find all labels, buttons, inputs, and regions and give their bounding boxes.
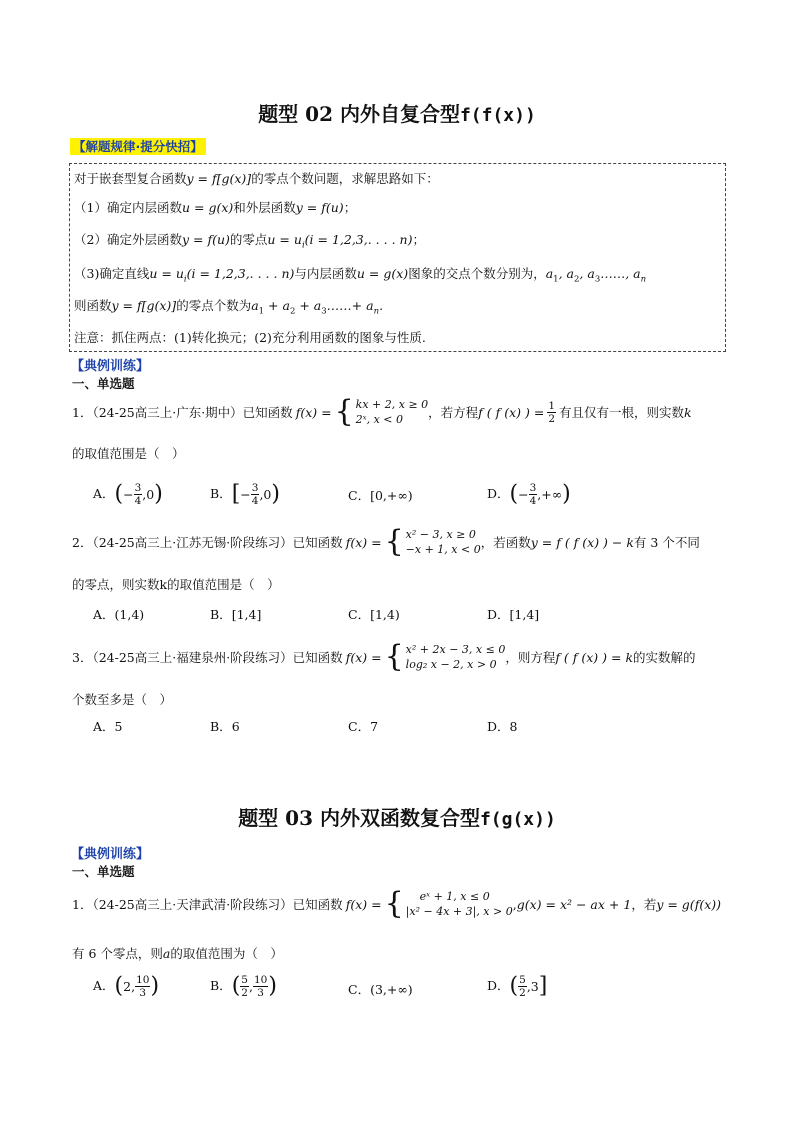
piecewise-f-q1: { kx + 2, x ≥ 0 2ˣ, x < 0 <box>334 394 429 429</box>
q1-option-d[interactable]: D．(− $\frac{3}{4}$ ,+∞) <box>487 481 571 507</box>
section03-title <box>0 802 794 831</box>
s03-question-1: 1．（24-25高三上·天津武清·阶段练习）已知函数 f(x) = { eˣ + 1, x ≤ 0 |x² − 4x + 3|, x > 0 , g(x) = x² − ax + 1 ，若 y = g(f(x)) <box>72 886 721 921</box>
q1-option-b[interactable]: B．[− $\frac{3}{4}$ ,0) <box>210 481 280 507</box>
question-3: 3．（24-25高三上·福建泉州·阶段练习）已知函数 f(x) = { x² + 2x − 3, x ≤ 0 log₂ x − 2, x > 0 ，则方程 f ( f (x) ) = k 的实数解的 <box>72 639 696 674</box>
q1-option-c[interactable]: C．[0,+∞) <box>348 488 413 503</box>
section02-title-text: 题型 02 内外自复合型 <box>258 102 460 126</box>
single-choice-heading-03: 一、单选题 <box>72 864 135 879</box>
question-1-line-2: 的取值范围是（ ） <box>72 446 185 461</box>
method-line-4: （3)确定直线$u = u_i(i = 1,2,3$,. . . . n)与内层函数u = g(x)图象的交点个数分别为，$a_1$, $a_2$, $a_3\dots\dots$, $a_n$ <box>74 266 647 285</box>
training-heading-02: 【典例训练】 <box>71 359 150 374</box>
question-3-line-2: 个数至多是（ ） <box>72 692 173 707</box>
question-2-options <box>93 605 683 627</box>
single-choice-heading-02: 一、单选题 <box>72 376 135 391</box>
s03-q1-option-b[interactable]: B．( $\frac{5}{2}$ , $\frac{10}{3}$ ) <box>210 973 277 999</box>
section03-title-formula: f(g(x)) <box>479 809 556 830</box>
training-heading-03: 【典例训练】 <box>71 847 150 862</box>
method-line-1: 对于嵌套型复合函数y = f[g(x)]的零点个数问题，求解思路如下： <box>74 171 439 186</box>
q3-option-c[interactable]: C．7 <box>348 719 379 734</box>
question-1-options <box>93 478 683 506</box>
method-line-2: （1）确定内层函数u = g(x)和外层函数y = f(u)； <box>74 200 357 215</box>
q3-option-d[interactable]: D．8 <box>487 719 518 734</box>
s03-question-1-line-2: 有 6 个零点，则a的取值范围为（ ） <box>72 946 283 961</box>
s03-q1-option-a[interactable]: A．(2, $\frac{10}{3}$ ) <box>93 973 160 999</box>
piecewise-f-s03: { eˣ + 1, x ≤ 0 |x² − 4x + 3|, x > 0 <box>384 886 513 921</box>
method-line-6: 注意：抓住两点：(1)转化换元；(2)充分利用函数的图象与性质. <box>74 330 426 345</box>
tip-tag-label: 【解题规律·提分快招】 <box>70 138 206 155</box>
s03-q1-option-c[interactable]: C．(3,+∞) <box>348 982 413 997</box>
method-line-3: （2）确定外层函数y = f(u)的零点$u = u_i(i = 1,2,3$,. . . . n)； <box>74 232 425 251</box>
method-line-5: 则函数y = f[g(x)]的零点个数为$a_1 + a_2$ + $a_3\dots\dots+ a_n$. <box>74 298 384 317</box>
piecewise-f-q3: { x² + 2x − 3, x ≤ 0 log₂ x − 2, x > 0 <box>384 639 506 674</box>
question-2: 2．（24-25高三上·江苏无锡·阶段练习）已知函数 f(x) = { x² − 3, x ≥ 0 −x + 1, x < 0 ，若函数 y = f ( f (x) ) − k 有 3 个不同 <box>72 524 700 559</box>
q2-option-a[interactable]: A．(1,4) <box>93 607 145 622</box>
q2-option-c[interactable]: C．[1,4) <box>348 607 400 622</box>
tip-tag <box>70 137 206 155</box>
question-1: 1．（24-25高三上·广东·期中）已知函数 f(x) = { kx + 2, x ≥ 0 2ˣ, x < 0 ，若方程 f ( f (x) ) = $\frac{1}{2}$ 有且仅有一根，则实数 k <box>72 394 692 429</box>
q2-option-b[interactable]: B．[1,4] <box>210 607 262 622</box>
s03-q1-option-d[interactable]: D．( $\frac{5}{2}$ ,3] <box>487 973 548 999</box>
piecewise-f-q2: { x² − 3, x ≥ 0 −x + 1, x < 0 <box>384 524 481 559</box>
section02-title-formula: f(f(x)) <box>459 105 536 126</box>
q2-option-d[interactable]: D．[1,4] <box>487 607 540 622</box>
method-box <box>69 163 726 352</box>
section02-title <box>0 98 794 127</box>
q3-option-b[interactable]: B．6 <box>210 719 240 734</box>
q1-option-a[interactable]: A．(− $\frac{3}{4}$ ,0) <box>93 481 163 507</box>
section03-title-text: 题型 03 内外双函数复合型 <box>238 806 480 830</box>
question-2-line-2: 的零点，则实数k的取值范围是（ ） <box>72 577 280 592</box>
s03-question-1-options <box>93 972 683 1006</box>
question-3-options <box>93 717 683 739</box>
q3-option-a[interactable]: A．5 <box>93 719 123 734</box>
